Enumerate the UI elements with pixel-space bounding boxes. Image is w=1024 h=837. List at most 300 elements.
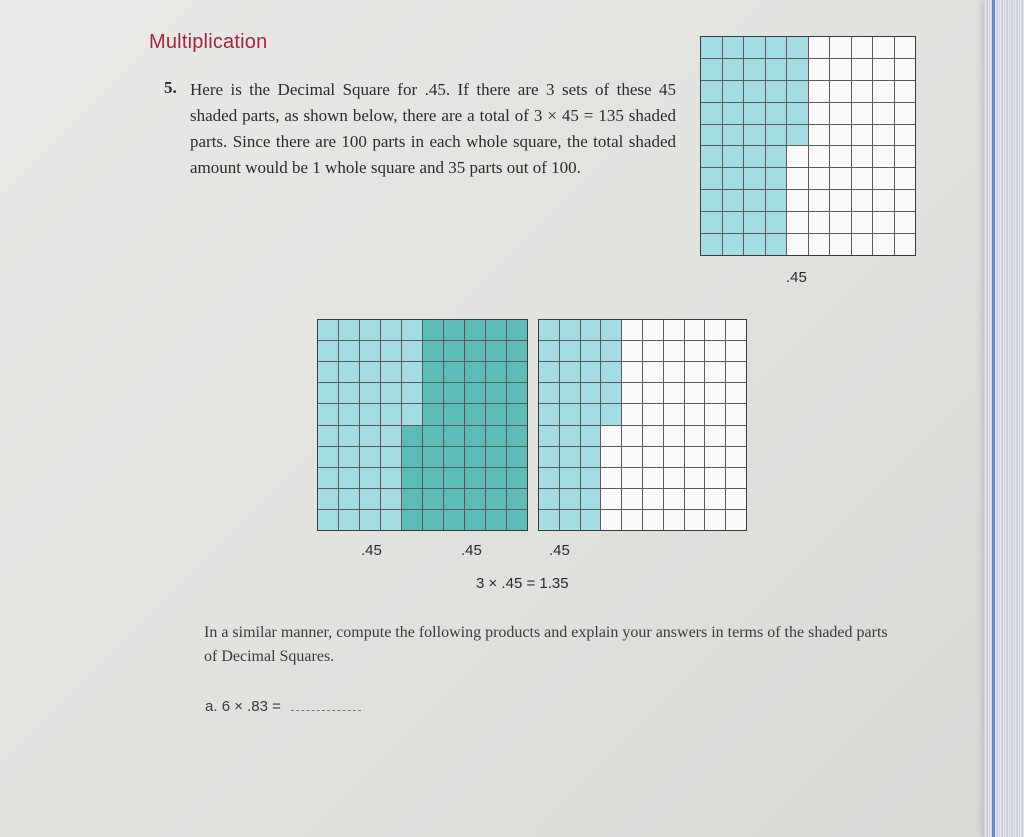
grid-cell [664,468,684,488]
grid-cell [809,81,830,102]
grid-cell [726,426,746,446]
grid-cell [444,510,464,530]
grid-cell [726,362,746,382]
grid-cell [723,37,744,58]
answer-blank[interactable] [291,698,361,711]
grid-cell [560,489,580,509]
grid-cell [726,447,746,467]
grid-cell [643,468,663,488]
grid-cell [560,341,580,361]
grid-cell [705,468,725,488]
grid-cell [643,510,663,530]
grid-cell [465,489,485,509]
grid-cell [705,383,725,403]
grid-cell [643,447,663,467]
grid-cell [830,81,851,102]
grid-cell [873,212,894,233]
grid-cell [664,383,684,403]
grid-cell [723,125,744,146]
grid-cell [539,489,559,509]
grid-cell [622,320,642,340]
grid-cell [701,103,722,124]
grid-cell [701,81,722,102]
grid-cell [809,37,830,58]
grid-cell [830,168,851,189]
sub-problem-expression: 6 × .83 = [221,698,281,715]
grid-cell [622,404,642,424]
grid-cell [643,404,663,424]
grid-cell [581,383,601,403]
grid-cell [766,146,787,167]
grid-cell [507,426,527,446]
grid-cell [444,341,464,361]
grid-cell [318,510,338,530]
grid-cell [339,404,359,424]
grid-cell [766,37,787,58]
grid-cell [444,447,464,467]
grid-cell [744,168,765,189]
grid-cell [318,447,338,467]
grid-cell [507,468,527,488]
grid-cell [360,489,380,509]
grid-cell [339,320,359,340]
grid-cell [507,489,527,509]
grid-cell [402,468,422,488]
grid-cell [339,341,359,361]
grid-cell [643,489,663,509]
grid-cell [873,190,894,211]
grid-cell [539,383,559,403]
grid-cell [766,234,787,255]
grid-cell [360,510,380,530]
grid-cell [339,383,359,403]
grid-cell [809,59,830,80]
grid-cell [895,190,916,211]
grid-cell [787,234,808,255]
grid-cell [895,168,916,189]
grid-cell [560,426,580,446]
page-edge-line [992,0,995,837]
grid-cell [507,362,527,382]
grid-cell [643,426,663,446]
grid-cell [581,468,601,488]
grid-cell [486,362,506,382]
grid-cell [744,212,765,233]
grid-cell [726,341,746,361]
grid-cell [744,190,765,211]
grid-cell [507,383,527,403]
problem-number: 5. [164,78,177,97]
grid-cell [381,320,401,340]
grid-cell [873,37,894,58]
grid-cell [701,125,722,146]
grid-cell [486,468,506,488]
grid-cell [787,168,808,189]
grid-cell [339,510,359,530]
grid-cell [766,59,787,80]
grid-cell [360,447,380,467]
grid-cell [539,426,559,446]
equation: 3 × .45 = 1.35 [476,575,569,592]
grid-cell [852,212,873,233]
grid-cell [830,190,851,211]
grid-cell [601,341,621,361]
grid-cell [830,37,851,58]
grid-cell [726,320,746,340]
grid-cell [423,320,443,340]
grid-cell [643,320,663,340]
grid-cell [622,510,642,530]
grid-cell [465,468,485,488]
grid-cell [873,81,894,102]
grid-cell [402,383,422,403]
grid-cell [830,212,851,233]
grid-cell [381,404,401,424]
grid-cell [744,103,765,124]
grid-cell [581,404,601,424]
grid-cell [643,383,663,403]
grid-cell [381,362,401,382]
grid-cell [318,341,338,361]
grid-cell [701,168,722,189]
grid-cell [486,404,506,424]
grid-cell [402,447,422,467]
grid-cell [809,234,830,255]
grid-cell [685,383,705,403]
grid-cell [726,468,746,488]
grid-cell [601,320,621,340]
grid-cell [809,125,830,146]
grid-cell [507,341,527,361]
decimal-square-whole [317,319,528,531]
grid-cell [318,362,338,382]
grid-cell [465,447,485,467]
grid-cell [723,146,744,167]
grid-cell [830,146,851,167]
grid-cell [601,404,621,424]
grid-cell [744,125,765,146]
grid-cell [895,146,916,167]
grid-cell [423,426,443,446]
grid-cell [787,125,808,146]
grid-cell [444,362,464,382]
grid-cell [423,447,443,467]
grid-cell [465,404,485,424]
grid-cell [664,426,684,446]
grid-cell [444,320,464,340]
grid-cell [444,426,464,446]
grid-cell [444,468,464,488]
grid-cell [852,146,873,167]
grid-cell [581,426,601,446]
grid-cell [560,404,580,424]
grid-cell [539,341,559,361]
grid-cell [622,362,642,382]
grid-cell [809,212,830,233]
grid-cell [895,234,916,255]
grid-cell [465,341,485,361]
grid-cell [622,341,642,361]
grid-cell [766,212,787,233]
grid-cell [318,489,338,509]
grid-cell [444,404,464,424]
grid-cell [560,510,580,530]
grid-cell [423,362,443,382]
grid-cell [318,320,338,340]
grid-cell [744,59,765,80]
grid-cell [809,146,830,167]
top-square-label: .45 [786,269,807,286]
grid-cell [601,426,621,446]
grid-cell [685,426,705,446]
bottom-label-3: .45 [549,542,570,559]
grid-cell [601,510,621,530]
grid-cell [381,447,401,467]
grid-cell [539,362,559,382]
grid-cell [852,190,873,211]
grid-cell [360,383,380,403]
grid-cell [723,234,744,255]
grid-cell [318,383,338,403]
grid-cell [895,103,916,124]
section-title: Multiplication [149,31,268,53]
grid-cell [381,341,401,361]
grid-cell [423,489,443,509]
grid-cell [685,404,705,424]
grid-cell [685,510,705,530]
grid-cell [444,489,464,509]
grid-cell [465,362,485,382]
grid-cell [339,489,359,509]
grid-cell [873,59,894,80]
grid-cell [701,146,722,167]
grid-cell [852,168,873,189]
grid-cell [381,468,401,488]
grid-cell [787,59,808,80]
grid-cell [465,426,485,446]
grid-cell [873,125,894,146]
grid-cell [360,468,380,488]
grid-cell [664,404,684,424]
grid-cell [465,510,485,530]
grid-cell [486,489,506,509]
grid-cell [444,383,464,403]
grid-cell [705,362,725,382]
grid-cell [895,81,916,102]
grid-cell [723,81,744,102]
grid-cell [723,190,744,211]
grid-cell [560,468,580,488]
grid-cell [726,489,746,509]
grid-cell [705,447,725,467]
grid-cell [560,383,580,403]
grid-cell [705,404,725,424]
grid-cell [873,234,894,255]
sub-problem-label: a. [205,698,218,715]
grid-cell [766,168,787,189]
grid-cell [360,426,380,446]
grid-cell [486,447,506,467]
bottom-label-2: .45 [461,542,482,559]
grid-cell [787,146,808,167]
grid-cell [766,125,787,146]
grid-cell [339,447,359,467]
grid-cell [873,168,894,189]
grid-cell [339,426,359,446]
grid-cell [402,320,422,340]
grid-cell [852,234,873,255]
grid-cell [360,341,380,361]
grid-cell [402,426,422,446]
grid-cell [381,510,401,530]
grid-cell [560,320,580,340]
grid-cell [601,468,621,488]
grid-cell [852,37,873,58]
problem-text: Here is the Decimal Square for .45. If there are 3 sets of these 45 shaded parts, as shown below, there are a total of 3 × 45 = 135 shaded parts. Since there are 100 parts in each whole square, the total shaded amount would be 1 whole square and 35 parts out of 100. [190,80,676,177]
grid-cell [664,510,684,530]
grid-cell [809,190,830,211]
grid-cell [423,468,443,488]
grid-cell [423,510,443,530]
grid-cell [705,426,725,446]
grid-cell [581,341,601,361]
grid-cell [507,320,527,340]
grid-cell [705,341,725,361]
grid-cell [402,341,422,361]
grid-cell [701,59,722,80]
grid-cell [766,81,787,102]
grid-cell [787,212,808,233]
grid-cell [486,320,506,340]
grid-cell [852,81,873,102]
sub-problem-a [205,698,361,715]
grid-cell [402,510,422,530]
grid-cell [726,510,746,530]
grid-cell [852,125,873,146]
decimal-square-045 [700,36,916,256]
grid-cell [486,426,506,446]
grid-cell [601,447,621,467]
grid-cell [895,37,916,58]
grid-cell [423,341,443,361]
grid-cell [507,510,527,530]
grid-cell [787,103,808,124]
grid-cell [318,404,338,424]
grid-cell [705,320,725,340]
grid-cell [830,59,851,80]
grid-cell [486,383,506,403]
grid-cell [402,489,422,509]
grid-cell [539,404,559,424]
grid-cell [895,125,916,146]
grid-cell [339,468,359,488]
grid-cell [744,234,765,255]
grid-cell [895,59,916,80]
grid-cell [601,383,621,403]
grid-cell [685,320,705,340]
grid-cell [360,362,380,382]
grid-cell [685,447,705,467]
bottom-label-1: .45 [361,542,382,559]
grid-cell [622,383,642,403]
grid-cell [723,59,744,80]
grid-cell [744,146,765,167]
grid-cell [685,362,705,382]
grid-cell [787,37,808,58]
grid-cell [830,125,851,146]
grid-cell [895,212,916,233]
grid-cell [685,489,705,509]
grid-cell [560,447,580,467]
book-page-edge [984,0,1024,837]
grid-cell [622,447,642,467]
grid-cell [381,383,401,403]
grid-cell [465,383,485,403]
grid-cell [622,468,642,488]
grid-cell [465,320,485,340]
grid-cell [685,468,705,488]
grid-cell [486,341,506,361]
grid-cell [622,489,642,509]
grid-cell [852,59,873,80]
grid-cell [830,103,851,124]
instruction-text: In a similar manner, compute the following products and explain your answers in terms of the shaded parts of Decimal Squares. [204,624,888,665]
grid-cell [873,103,894,124]
grid-cell [852,103,873,124]
decimal-square-035 [538,319,747,531]
grid-cell [664,489,684,509]
grid-cell [601,489,621,509]
grid-cell [402,404,422,424]
grid-cell [581,510,601,530]
grid-cell [622,426,642,446]
grid-cell [507,447,527,467]
grid-cell [701,190,722,211]
grid-cell [539,447,559,467]
grid-cell [539,320,559,340]
grid-cell [701,37,722,58]
grid-cell [581,362,601,382]
grid-cell [701,234,722,255]
grid-cell [664,447,684,467]
grid-cell [787,81,808,102]
grid-cell [664,341,684,361]
grid-cell [744,81,765,102]
grid-cell [766,103,787,124]
grid-cell [726,404,746,424]
grid-cell [664,362,684,382]
grid-cell [423,383,443,403]
grid-cell [830,234,851,255]
grid-cell [701,212,722,233]
grid-cell [381,426,401,446]
grid-cell [318,426,338,446]
grid-cell [507,404,527,424]
grid-cell [423,404,443,424]
grid-cell [581,320,601,340]
grid-cell [539,468,559,488]
grid-cell [581,447,601,467]
grid-cell [873,146,894,167]
grid-cell [664,320,684,340]
grid-cell [318,468,338,488]
grid-cell [643,362,663,382]
grid-cell [581,489,601,509]
grid-cell [601,362,621,382]
grid-cell [360,404,380,424]
grid-cell [723,103,744,124]
grid-cell [560,362,580,382]
